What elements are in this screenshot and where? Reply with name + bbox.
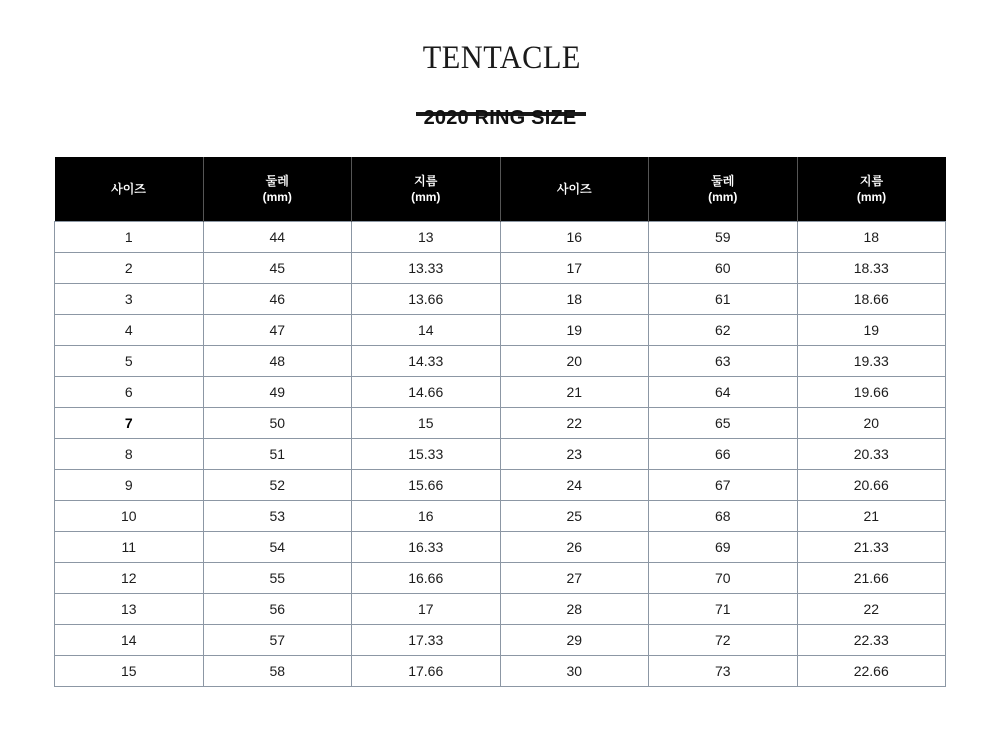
table-cell: 17 [500,253,649,284]
table-row [55,408,946,439]
table-cell: 18 [500,284,649,315]
table-cell: 5 [55,346,204,377]
page-title: 2020 RING SIZE [423,107,577,129]
column-header-unit: (mm) [411,190,441,204]
table-cell: 18.66 [797,284,946,315]
table-cell: 12 [55,563,204,594]
column-header-unit: (mm) [262,190,292,204]
table-cell: 19.66 [797,377,946,408]
table-cell: 21 [797,501,946,532]
table-cell: 24 [500,470,649,501]
table-cell: 49 [203,377,352,408]
table-cell: 10 [55,501,204,532]
table-cell: 19 [797,315,946,346]
table-cell: 68 [649,501,798,532]
table-cell: 16.33 [352,532,501,563]
table-cell: 65 [649,408,798,439]
table-cell: 56 [203,594,352,625]
table-cell: 6 [55,377,204,408]
table-row [55,315,946,346]
table-cell: 59 [649,222,798,253]
table-cell: 16 [352,501,501,532]
table-cell: 22.66 [797,656,946,687]
table-row [55,501,946,532]
column-header-label: 사이즈 [556,182,592,196]
table-row [55,253,946,284]
table-cell: 4 [55,315,204,346]
table-cell: 69 [649,532,798,563]
table-body [55,222,946,687]
table-cell: 44 [203,222,352,253]
table-cell: 30 [500,656,649,687]
column-header [203,157,352,222]
table-cell: 1 [55,222,204,253]
table-row [55,222,946,253]
table-cell: 67 [649,470,798,501]
table-cell: 61 [649,284,798,315]
table-cell: 20 [797,408,946,439]
table-row [55,377,946,408]
table-cell: 20 [500,346,649,377]
column-header [649,157,798,222]
table-cell: 22.33 [797,625,946,656]
table-cell: 22 [500,408,649,439]
table-cell: 15.33 [352,439,501,470]
table-cell: 26 [500,532,649,563]
column-header [797,157,946,222]
table-cell: 60 [649,253,798,284]
column-header [55,157,204,222]
table-row [55,439,946,470]
column-header-label: 둘레 [711,174,735,188]
table-cell: 66 [649,439,798,470]
table-cell: 20.66 [797,470,946,501]
table-cell: 25 [500,501,649,532]
table-cell: 15 [352,408,501,439]
table-cell: 18 [797,222,946,253]
table-cell: 2 [55,253,204,284]
table-cell: 53 [203,501,352,532]
table-row [55,594,946,625]
table-cell: 11 [55,532,204,563]
table-cell: 3 [55,284,204,315]
table-cell: 14.33 [352,346,501,377]
table-cell: 58 [203,656,352,687]
table-cell: 13.66 [352,284,501,315]
table-cell: 8 [55,439,204,470]
table-cell: 54 [203,532,352,563]
table-cell: 14.66 [352,377,501,408]
column-header-unit: (mm) [856,190,887,204]
table-cell: 14 [352,315,501,346]
table-cell: 13.33 [352,253,501,284]
table-row [55,470,946,501]
column-header [352,157,501,222]
table-cell: 19.33 [797,346,946,377]
table-cell: 72 [649,625,798,656]
table-cell: 73 [649,656,798,687]
table-cell: 48 [203,346,352,377]
table-cell: 51 [203,439,352,470]
table-cell: 13 [55,594,204,625]
table-cell: 63 [649,346,798,377]
table-cell: 57 [203,625,352,656]
table-cell: 22 [797,594,946,625]
table-cell: 18.33 [797,253,946,284]
table-cell: 19 [500,315,649,346]
table-cell: 62 [649,315,798,346]
table-cell: 21.66 [797,563,946,594]
table-cell: 27 [500,563,649,594]
table-row [55,625,946,656]
table-cell: 14 [55,625,204,656]
table-cell: 70 [649,563,798,594]
column-header-label: 지름 [414,174,438,188]
column-header-label: 둘레 [265,174,289,188]
brand-logo [416,40,586,84]
table-cell: 55 [203,563,352,594]
table-cell: 46 [203,284,352,315]
table-row [55,656,946,687]
table-cell: 7 [55,408,204,439]
table-cell: 21 [500,377,649,408]
table-row [55,563,946,594]
table-cell: 16.66 [352,563,501,594]
brand-logo-text: TENTACLE [422,40,581,76]
table-cell: 17.66 [352,656,501,687]
table-cell: 50 [203,408,352,439]
table-cell: 20.33 [797,439,946,470]
column-header-label: 사이즈 [111,182,146,196]
table-row [55,346,946,377]
table-cell: 47 [203,315,352,346]
table-row [55,532,946,563]
table-cell: 15 [55,656,204,687]
table-cell: 9 [55,470,204,501]
table-cell: 52 [203,470,352,501]
table-cell: 16 [500,222,649,253]
column-header [500,157,649,222]
column-header-label: 지름 [859,174,884,188]
column-header-unit: (mm) [708,190,738,204]
table-cell: 15.66 [352,470,501,501]
table-cell: 45 [203,253,352,284]
table-cell: 28 [500,594,649,625]
table-row [55,284,946,315]
table-cell: 71 [649,594,798,625]
table-cell: 29 [500,625,649,656]
ring-size-table [54,157,946,687]
table-header [55,157,946,222]
table-header-row [55,157,946,222]
table-cell: 23 [500,439,649,470]
table-cell: 17 [352,594,501,625]
table-cell: 17.33 [352,625,501,656]
table-cell: 13 [352,222,501,253]
table-cell: 21.33 [797,532,946,563]
table-cell: 64 [649,377,798,408]
